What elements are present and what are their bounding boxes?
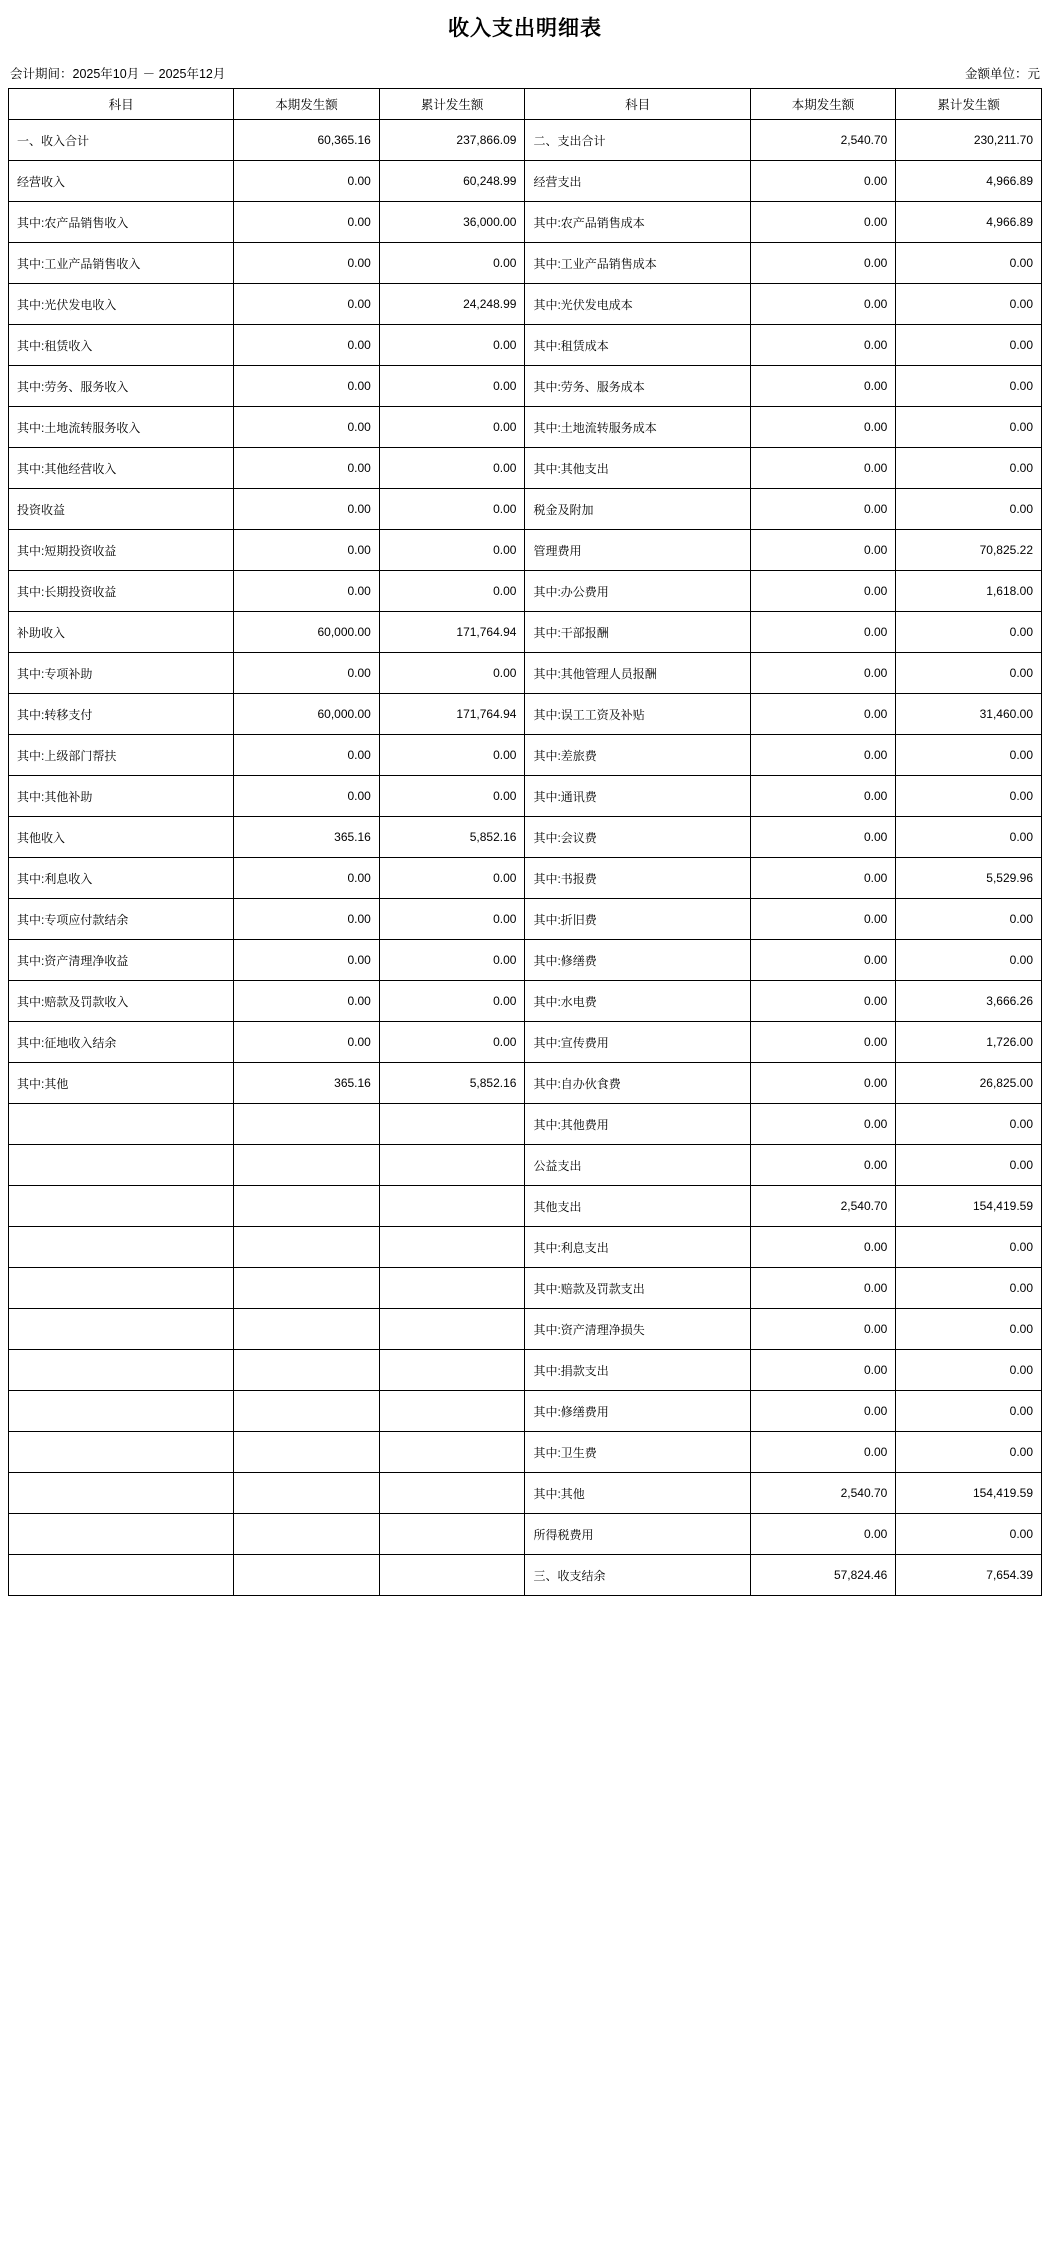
income-current-amount-cell: 0.00 [234, 407, 380, 448]
expense-subject-cell: 其中:租赁成本 [525, 325, 750, 366]
expense-subject-cell: 其中:劳务、服务成本 [525, 366, 750, 407]
income-accumulated-amount-cell: 0.00 [379, 571, 525, 612]
expense-subject-cell: 其中:其他管理人员报酬 [525, 653, 750, 694]
expense-current-amount-cell: 0.00 [750, 612, 896, 653]
table-row [9, 653, 1042, 694]
expense-current-amount-cell: 0.00 [750, 161, 896, 202]
table-row [9, 817, 1042, 858]
table-row [9, 899, 1042, 940]
income-current-amount-cell: 0.00 [234, 1022, 380, 1063]
expense-current-amount-cell: 0.00 [750, 1391, 896, 1432]
header-accumulated-income: 累计发生额 [379, 89, 525, 120]
expense-accumulated-amount-cell: 0.00 [896, 284, 1042, 325]
income-current-amount-cell: 60,000.00 [234, 694, 380, 735]
income-accumulated-amount-cell [379, 1473, 525, 1514]
income-current-amount-cell [234, 1350, 380, 1391]
income-current-amount-cell: 0.00 [234, 735, 380, 776]
expense-subject-cell: 其他支出 [525, 1186, 750, 1227]
income-current-amount-cell [234, 1309, 380, 1350]
expense-subject-cell: 其中:光伏发电成本 [525, 284, 750, 325]
income-subject-cell [9, 1391, 234, 1432]
income-accumulated-amount-cell [379, 1268, 525, 1309]
expense-accumulated-amount-cell: 0.00 [896, 1227, 1042, 1268]
income-current-amount-cell: 0.00 [234, 940, 380, 981]
income-subject-cell: 一、收入合计 [9, 120, 234, 161]
expense-subject-cell: 税金及附加 [525, 489, 750, 530]
expense-accumulated-amount-cell: 4,966.89 [896, 202, 1042, 243]
income-subject-cell: 其中:赔款及罚款收入 [9, 981, 234, 1022]
expense-accumulated-amount-cell: 0.00 [896, 489, 1042, 530]
table-row [9, 940, 1042, 981]
income-current-amount-cell: 0.00 [234, 530, 380, 571]
expense-accumulated-amount-cell: 0.00 [896, 366, 1042, 407]
income-accumulated-amount-cell [379, 1186, 525, 1227]
expense-subject-cell: 其中:其他费用 [525, 1104, 750, 1145]
expense-subject-cell: 三、收支结余 [525, 1555, 750, 1596]
expense-current-amount-cell: 0.00 [750, 1350, 896, 1391]
expense-current-amount-cell: 0.00 [750, 940, 896, 981]
table-row [9, 981, 1042, 1022]
income-subject-cell: 其中:短期投资收益 [9, 530, 234, 571]
expense-subject-cell: 其中:卫生费 [525, 1432, 750, 1473]
expense-current-amount-cell: 2,540.70 [750, 120, 896, 161]
page-title: 收入支出明细表 [448, 15, 602, 40]
income-current-amount-cell: 0.00 [234, 202, 380, 243]
expense-subject-cell: 其中:土地流转服务成本 [525, 407, 750, 448]
income-accumulated-amount-cell: 0.00 [379, 448, 525, 489]
income-subject-cell: 其中:专项应付款结余 [9, 899, 234, 940]
income-subject-cell [9, 1268, 234, 1309]
expense-current-amount-cell: 0.00 [750, 981, 896, 1022]
income-accumulated-amount-cell: 237,866.09 [379, 120, 525, 161]
table-row [9, 1391, 1042, 1432]
table-body [9, 120, 1042, 1596]
table-row [9, 1432, 1042, 1473]
table-row [9, 694, 1042, 735]
table-row [9, 448, 1042, 489]
expense-accumulated-amount-cell: 0.00 [896, 1268, 1042, 1309]
table-row [9, 1350, 1042, 1391]
expense-subject-cell: 其中:捐款支出 [525, 1350, 750, 1391]
table-row [9, 530, 1042, 571]
income-subject-cell: 其中:征地收入结余 [9, 1022, 234, 1063]
income-accumulated-amount-cell: 0.00 [379, 858, 525, 899]
expense-subject-cell: 二、支出合计 [525, 120, 750, 161]
income-subject-cell: 其中:其他补助 [9, 776, 234, 817]
expense-accumulated-amount-cell: 1,726.00 [896, 1022, 1042, 1063]
expense-subject-cell: 其中:通讯费 [525, 776, 750, 817]
expense-subject-cell: 经营支出 [525, 161, 750, 202]
expense-accumulated-amount-cell: 7,654.39 [896, 1555, 1042, 1596]
expense-subject-cell: 其中:农产品销售成本 [525, 202, 750, 243]
expense-current-amount-cell: 0.00 [750, 1309, 896, 1350]
expense-subject-cell: 其中:赔款及罚款支出 [525, 1268, 750, 1309]
table-row [9, 1145, 1042, 1186]
table-row [9, 735, 1042, 776]
header-subject-income: 科目 [9, 89, 234, 120]
table-row [9, 1022, 1042, 1063]
income-accumulated-amount-cell: 171,764.94 [379, 612, 525, 653]
expense-current-amount-cell: 0.00 [750, 694, 896, 735]
income-subject-cell: 其中:其他经营收入 [9, 448, 234, 489]
income-accumulated-amount-cell: 0.00 [379, 940, 525, 981]
income-subject-cell: 其中:工业产品销售收入 [9, 243, 234, 284]
expense-current-amount-cell: 0.00 [750, 325, 896, 366]
income-subject-cell: 其中:专项补助 [9, 653, 234, 694]
table-row [9, 1063, 1042, 1104]
expense-subject-cell: 其中:其他支出 [525, 448, 750, 489]
expense-accumulated-amount-cell: 0.00 [896, 448, 1042, 489]
expense-subject-cell: 其中:书报费 [525, 858, 750, 899]
expense-subject-cell: 其中:其他 [525, 1473, 750, 1514]
header-current-income: 本期发生额 [234, 89, 380, 120]
income-current-amount-cell: 0.00 [234, 899, 380, 940]
expense-accumulated-amount-cell: 0.00 [896, 735, 1042, 776]
income-accumulated-amount-cell [379, 1432, 525, 1473]
expense-accumulated-amount-cell: 0.00 [896, 1350, 1042, 1391]
income-accumulated-amount-cell: 0.00 [379, 489, 525, 530]
table-row [9, 612, 1042, 653]
table-row [9, 120, 1042, 161]
income-current-amount-cell [234, 1104, 380, 1145]
income-subject-cell: 其中:其他 [9, 1063, 234, 1104]
income-subject-cell: 其中:农产品销售收入 [9, 202, 234, 243]
income-accumulated-amount-cell: 0.00 [379, 407, 525, 448]
income-accumulated-amount-cell [379, 1104, 525, 1145]
expense-current-amount-cell: 0.00 [750, 1104, 896, 1145]
expense-current-amount-cell: 0.00 [750, 448, 896, 489]
expense-subject-cell: 其中:自办伙食费 [525, 1063, 750, 1104]
expense-current-amount-cell: 2,540.70 [750, 1473, 896, 1514]
income-current-amount-cell [234, 1391, 380, 1432]
expense-accumulated-amount-cell: 0.00 [896, 776, 1042, 817]
table-row [9, 366, 1042, 407]
expense-current-amount-cell: 0.00 [750, 1432, 896, 1473]
table-row [9, 776, 1042, 817]
income-subject-cell: 其中:土地流转服务收入 [9, 407, 234, 448]
header-subject-expense: 科目 [525, 89, 750, 120]
income-accumulated-amount-cell: 24,248.99 [379, 284, 525, 325]
table-row [9, 858, 1042, 899]
expense-current-amount-cell: 0.00 [750, 1514, 896, 1555]
income-accumulated-amount-cell [379, 1350, 525, 1391]
income-current-amount-cell: 0.00 [234, 653, 380, 694]
income-subject-cell [9, 1473, 234, 1514]
income-subject-cell [9, 1514, 234, 1555]
income-current-amount-cell: 0.00 [234, 448, 380, 489]
expense-current-amount-cell: 0.00 [750, 1268, 896, 1309]
expense-subject-cell: 其中:会议费 [525, 817, 750, 858]
income-accumulated-amount-cell: 0.00 [379, 899, 525, 940]
income-current-amount-cell [234, 1555, 380, 1596]
expense-current-amount-cell: 0.00 [750, 776, 896, 817]
expense-accumulated-amount-cell: 0.00 [896, 325, 1042, 366]
expense-subject-cell: 其中:差旅费 [525, 735, 750, 776]
income-accumulated-amount-cell: 0.00 [379, 653, 525, 694]
income-subject-cell [9, 1350, 234, 1391]
income-current-amount-cell: 0.00 [234, 776, 380, 817]
expense-subject-cell: 管理费用 [525, 530, 750, 571]
expense-current-amount-cell: 0.00 [750, 366, 896, 407]
income-subject-cell [9, 1227, 234, 1268]
income-accumulated-amount-cell [379, 1391, 525, 1432]
income-accumulated-amount-cell [379, 1555, 525, 1596]
income-current-amount-cell: 0.00 [234, 366, 380, 407]
income-subject-cell [9, 1432, 234, 1473]
income-accumulated-amount-cell [379, 1309, 525, 1350]
expense-accumulated-amount-cell: 5,529.96 [896, 858, 1042, 899]
table-row [9, 1514, 1042, 1555]
income-accumulated-amount-cell: 0.00 [379, 366, 525, 407]
expense-subject-cell: 其中:误工工资及补贴 [525, 694, 750, 735]
income-accumulated-amount-cell [379, 1227, 525, 1268]
income-current-amount-cell [234, 1186, 380, 1227]
expense-current-amount-cell: 0.00 [750, 571, 896, 612]
income-current-amount-cell [234, 1145, 380, 1186]
income-current-amount-cell [234, 1227, 380, 1268]
income-accumulated-amount-cell: 36,000.00 [379, 202, 525, 243]
income-current-amount-cell: 0.00 [234, 858, 380, 899]
income-subject-cell [9, 1104, 234, 1145]
income-accumulated-amount-cell: 0.00 [379, 325, 525, 366]
table-row [9, 489, 1042, 530]
expense-accumulated-amount-cell: 230,211.70 [896, 120, 1042, 161]
expense-accumulated-amount-cell: 0.00 [896, 1309, 1042, 1350]
income-accumulated-amount-cell: 5,852.16 [379, 817, 525, 858]
income-current-amount-cell: 0.00 [234, 981, 380, 1022]
income-accumulated-amount-cell: 60,248.99 [379, 161, 525, 202]
expense-accumulated-amount-cell: 4,966.89 [896, 161, 1042, 202]
expense-subject-cell: 其中:工业产品销售成本 [525, 243, 750, 284]
table-row [9, 1309, 1042, 1350]
income-current-amount-cell [234, 1432, 380, 1473]
income-subject-cell: 其中:资产清理净收益 [9, 940, 234, 981]
income-accumulated-amount-cell [379, 1145, 525, 1186]
expense-accumulated-amount-cell: 3,666.26 [896, 981, 1042, 1022]
table-row [9, 161, 1042, 202]
expense-subject-cell: 其中:利息支出 [525, 1227, 750, 1268]
income-current-amount-cell [234, 1473, 380, 1514]
expense-accumulated-amount-cell: 31,460.00 [896, 694, 1042, 735]
income-current-amount-cell [234, 1514, 380, 1555]
header-row [9, 89, 1042, 120]
income-subject-cell: 补助收入 [9, 612, 234, 653]
income-current-amount-cell [234, 1268, 380, 1309]
income-accumulated-amount-cell: 171,764.94 [379, 694, 525, 735]
income-current-amount-cell: 0.00 [234, 571, 380, 612]
table-row [9, 407, 1042, 448]
expense-accumulated-amount-cell: 0.00 [896, 817, 1042, 858]
table-row [9, 243, 1042, 284]
expense-accumulated-amount-cell: 0.00 [896, 1145, 1042, 1186]
expense-subject-cell: 其中:干部报酬 [525, 612, 750, 653]
income-subject-cell: 其中:转移支付 [9, 694, 234, 735]
table-row [9, 1104, 1042, 1145]
expense-current-amount-cell: 0.00 [750, 243, 896, 284]
income-current-amount-cell: 60,365.16 [234, 120, 380, 161]
expense-accumulated-amount-cell: 0.00 [896, 407, 1042, 448]
expense-accumulated-amount-cell: 0.00 [896, 1514, 1042, 1555]
expense-accumulated-amount-cell: 154,419.59 [896, 1473, 1042, 1514]
income-current-amount-cell: 365.16 [234, 817, 380, 858]
income-accumulated-amount-cell [379, 1514, 525, 1555]
income-subject-cell: 其中:劳务、服务收入 [9, 366, 234, 407]
expense-subject-cell: 其中:修缮费 [525, 940, 750, 981]
expense-current-amount-cell: 0.00 [750, 1063, 896, 1104]
income-expense-table [8, 88, 1042, 1596]
expense-current-amount-cell: 0.00 [750, 1022, 896, 1063]
income-subject-cell: 其中:长期投资收益 [9, 571, 234, 612]
income-subject-cell: 投资收益 [9, 489, 234, 530]
header-current-expense: 本期发生额 [750, 89, 896, 120]
income-accumulated-amount-cell: 0.00 [379, 735, 525, 776]
income-subject-cell [9, 1186, 234, 1227]
report-meta [8, 64, 1042, 88]
income-current-amount-cell: 0.00 [234, 489, 380, 530]
expense-current-amount-cell: 57,824.46 [750, 1555, 896, 1596]
expense-current-amount-cell: 0.00 [750, 817, 896, 858]
income-accumulated-amount-cell: 5,852.16 [379, 1063, 525, 1104]
table-row [9, 1186, 1042, 1227]
expense-current-amount-cell: 0.00 [750, 653, 896, 694]
expense-current-amount-cell: 0.00 [750, 530, 896, 571]
table-row [9, 325, 1042, 366]
income-subject-cell [9, 1555, 234, 1596]
expense-subject-cell: 其中:水电费 [525, 981, 750, 1022]
income-subject-cell: 其中:租赁收入 [9, 325, 234, 366]
income-subject-cell: 经营收入 [9, 161, 234, 202]
income-current-amount-cell: 0.00 [234, 284, 380, 325]
expense-accumulated-amount-cell: 26,825.00 [896, 1063, 1042, 1104]
income-subject-cell: 其中:上级部门帮扶 [9, 735, 234, 776]
income-current-amount-cell: 60,000.00 [234, 612, 380, 653]
table-row [9, 1555, 1042, 1596]
expense-accumulated-amount-cell: 0.00 [896, 1432, 1042, 1473]
expense-subject-cell: 其中:宣传费用 [525, 1022, 750, 1063]
expense-accumulated-amount-cell: 0.00 [896, 1391, 1042, 1432]
expense-current-amount-cell: 0.00 [750, 284, 896, 325]
table-row [9, 1473, 1042, 1514]
expense-current-amount-cell: 0.00 [750, 899, 896, 940]
table-row [9, 284, 1042, 325]
expense-accumulated-amount-cell: 1,618.00 [896, 571, 1042, 612]
expense-current-amount-cell: 0.00 [750, 858, 896, 899]
income-subject-cell [9, 1309, 234, 1350]
income-accumulated-amount-cell: 0.00 [379, 1022, 525, 1063]
expense-accumulated-amount-cell: 154,419.59 [896, 1186, 1042, 1227]
expense-current-amount-cell: 2,540.70 [750, 1186, 896, 1227]
expense-current-amount-cell: 0.00 [750, 407, 896, 448]
income-subject-cell: 其中:利息收入 [9, 858, 234, 899]
income-subject-cell [9, 1145, 234, 1186]
accounting-period: 会计期间：2025年10月 － 2025年12月 [10, 67, 226, 81]
expense-accumulated-amount-cell: 0.00 [896, 243, 1042, 284]
income-subject-cell: 其中:光伏发电收入 [9, 284, 234, 325]
expense-accumulated-amount-cell: 70,825.22 [896, 530, 1042, 571]
expense-current-amount-cell: 0.00 [750, 1227, 896, 1268]
expense-current-amount-cell: 0.00 [750, 489, 896, 530]
table-header [9, 89, 1042, 120]
expense-accumulated-amount-cell: 0.00 [896, 653, 1042, 694]
table-row [9, 571, 1042, 612]
expense-subject-cell: 所得税费用 [525, 1514, 750, 1555]
expense-current-amount-cell: 0.00 [750, 735, 896, 776]
expense-subject-cell: 其中:资产清理净损失 [525, 1309, 750, 1350]
income-accumulated-amount-cell: 0.00 [379, 776, 525, 817]
income-accumulated-amount-cell: 0.00 [379, 243, 525, 284]
header-accumulated-expense: 累计发生额 [896, 89, 1042, 120]
expense-subject-cell: 其中:折旧费 [525, 899, 750, 940]
expense-accumulated-amount-cell: 0.00 [896, 612, 1042, 653]
expense-current-amount-cell: 0.00 [750, 202, 896, 243]
expense-accumulated-amount-cell: 0.00 [896, 940, 1042, 981]
income-accumulated-amount-cell: 0.00 [379, 981, 525, 1022]
income-current-amount-cell: 0.00 [234, 243, 380, 284]
income-current-amount-cell: 0.00 [234, 325, 380, 366]
table-row [9, 1268, 1042, 1309]
expense-accumulated-amount-cell: 0.00 [896, 899, 1042, 940]
amount-unit: 金额单位：元 [964, 67, 1040, 81]
expense-current-amount-cell: 0.00 [750, 1145, 896, 1186]
expense-accumulated-amount-cell: 0.00 [896, 1104, 1042, 1145]
expense-subject-cell: 公益支出 [525, 1145, 750, 1186]
expense-subject-cell: 其中:办公费用 [525, 571, 750, 612]
income-subject-cell: 其他收入 [9, 817, 234, 858]
income-current-amount-cell: 365.16 [234, 1063, 380, 1104]
income-accumulated-amount-cell: 0.00 [379, 530, 525, 571]
income-current-amount-cell: 0.00 [234, 161, 380, 202]
expense-subject-cell: 其中:修缮费用 [525, 1391, 750, 1432]
table-row [9, 202, 1042, 243]
table-row [9, 1227, 1042, 1268]
